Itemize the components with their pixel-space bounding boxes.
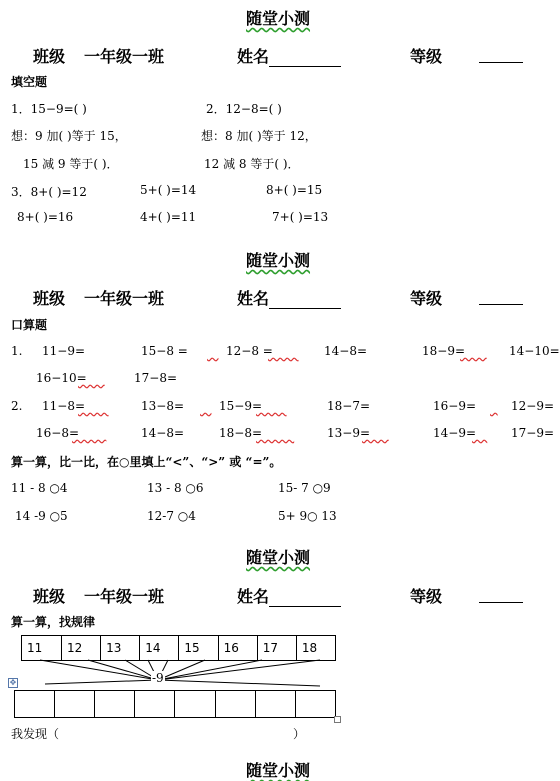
- q2-row2-item: 13−8=: [141, 399, 185, 413]
- answer-cell[interactable]: [15, 691, 55, 718]
- finding-label: 我发现（: [11, 727, 60, 741]
- q1-line3-b: 12 减 8 等于( )．: [204, 157, 300, 171]
- quiz3-class-value: 一年级一班: [84, 587, 165, 606]
- q2-row2-item: 11−8=: [42, 399, 86, 413]
- compare-item: 5+ 9○ 13: [278, 509, 337, 523]
- table-resize-handle-icon[interactable]: [334, 716, 341, 723]
- answer-cell[interactable]: [55, 691, 95, 718]
- finding-close: ）: [293, 727, 306, 741]
- quiz3-grade-label: 等级: [410, 587, 443, 606]
- operator-label: -9: [152, 671, 164, 685]
- q2-row1-item: 14−10=: [509, 344, 560, 358]
- q2-row2-blank: [78, 399, 109, 413]
- number-row: [22, 636, 336, 661]
- q2-row1-item: 15−8 =: [141, 344, 188, 358]
- compare-item: 11 - 8 ○4: [11, 481, 68, 495]
- q1-line5-a: 8+( )=16: [17, 210, 74, 224]
- q1-line5-c: 7+( )=13: [272, 210, 329, 224]
- q2-row2-item: 12−9=: [511, 399, 555, 413]
- q2-row2b-blank: [362, 426, 389, 440]
- quiz4-title: 随堂小测: [246, 761, 311, 780]
- quiz3-title: 随堂小测: [246, 548, 311, 567]
- number-cell: 18: [296, 636, 335, 661]
- quiz3-grade-blank: [479, 584, 523, 603]
- q2-row1b-item: 16−10=: [36, 371, 87, 385]
- q2-row1-item: 12−8 =: [226, 344, 273, 358]
- compare-item: 12-7 ○4: [147, 509, 196, 523]
- quiz1-section: 填空题: [11, 75, 48, 89]
- q2-row2-item: 16−9=: [433, 399, 477, 413]
- q1-line5-b: 4+( )=11: [140, 210, 197, 224]
- q2-row2-item: 15−9=: [219, 399, 263, 413]
- quiz1-class-value: 一年级一班: [84, 47, 165, 66]
- answer-cell[interactable]: [135, 691, 175, 718]
- q1-line4-c: 8+( )=15: [266, 183, 323, 197]
- compare-item: 13 - 8 ○6: [147, 481, 204, 495]
- q2-row2b-blank: [256, 426, 294, 440]
- q2-row1-blank: [460, 344, 487, 358]
- q2-row2b-item: 17−9=: [511, 426, 555, 440]
- number-cell: 11: [22, 636, 62, 661]
- answer-cell[interactable]: [215, 691, 255, 718]
- q2-row1-blank: [268, 344, 299, 358]
- q1-line4-a: 3．8+( )=12: [11, 185, 87, 199]
- q2-row1-item: 18−9=: [422, 344, 466, 358]
- q2-row2-blank: [256, 399, 287, 413]
- number-table: [21, 635, 336, 661]
- answer-cell[interactable]: [295, 691, 335, 718]
- q2-row2b-blank: [72, 426, 106, 440]
- compare-item: 15- 7 ○9: [278, 481, 331, 495]
- quiz2-class-label: 班级: [33, 289, 66, 308]
- q2-row2b-item: 16−8=: [36, 426, 80, 440]
- quiz2-title: 随堂小测: [246, 251, 311, 270]
- q2-row2-item: 18−7=: [327, 399, 371, 413]
- answer-cell[interactable]: [175, 691, 215, 718]
- quiz3-name-label: 姓名: [237, 584, 341, 607]
- quiz1-title: 随堂小测: [246, 9, 311, 28]
- q2-row2-blank: [200, 399, 211, 413]
- number-cell: 17: [257, 636, 296, 661]
- number-cell: 16: [218, 636, 257, 661]
- q2-row2b-blank: [472, 426, 487, 440]
- q2-row1-blank: [207, 344, 218, 358]
- quiz1-class-label: 班级: [33, 47, 66, 66]
- answer-table: [14, 690, 336, 718]
- q2-row2b-item: 14−8=: [141, 426, 185, 440]
- number-cell: 15: [179, 636, 218, 661]
- quiz3-class-label: 班级: [33, 587, 66, 606]
- answer-cell[interactable]: [95, 691, 135, 718]
- q1-line4-b: 5+( )=14: [140, 183, 197, 197]
- table-move-handle-icon[interactable]: ✥: [9, 678, 17, 687]
- number-cell: 13: [101, 636, 140, 661]
- answer-row: [15, 691, 336, 718]
- q2-row2b-item: 18−8=: [219, 426, 263, 440]
- q2-row2-blank: [490, 399, 498, 413]
- q1-line1-a: 1．15−9=( ): [11, 102, 87, 116]
- q1-line2-b: 想：8 加( )等于 12，: [201, 129, 317, 143]
- q2-row2-num: 2.: [11, 399, 23, 413]
- number-cell: 14: [140, 636, 179, 661]
- quiz2-name-label: 姓名: [237, 286, 341, 309]
- q1-line3-a: 15 减 9 等于( )．: [23, 157, 119, 171]
- quiz1-name-label: 姓名: [237, 44, 341, 67]
- q2-row1-item: 14−8=: [324, 344, 368, 358]
- compare-item: 14 -9 ○5: [15, 509, 68, 523]
- q2-row2b-item: 13−9=: [327, 426, 371, 440]
- quiz3-section: 算一算，找规律: [11, 615, 96, 629]
- q1-line1-b: 2．12−8=( ): [206, 102, 282, 116]
- answer-cell[interactable]: [255, 691, 295, 718]
- quiz2-grade-label: 等级: [410, 289, 443, 308]
- q2-row1-item: 11−9=: [42, 344, 86, 358]
- quiz2-grade-blank: [479, 286, 523, 305]
- q2-row1-num: 1.: [11, 344, 23, 358]
- number-cell: 12: [62, 636, 101, 661]
- q2-row2b-item: 14−9=: [433, 426, 477, 440]
- quiz1-grade-label: 等级: [410, 47, 443, 66]
- q2-row1b-item: 17−8=: [134, 371, 178, 385]
- q2-row1b-blank: [78, 371, 105, 385]
- q1-line2-a: 想：9 加( )等于 15，: [11, 129, 127, 143]
- quiz1-grade-blank: [479, 44, 523, 63]
- compare-title: 算一算，比一比，在○里填上“<”、“>” 或 “=”。: [11, 455, 282, 469]
- quiz2-class-value: 一年级一班: [84, 289, 165, 308]
- quiz2-section: 口算题: [11, 318, 48, 332]
